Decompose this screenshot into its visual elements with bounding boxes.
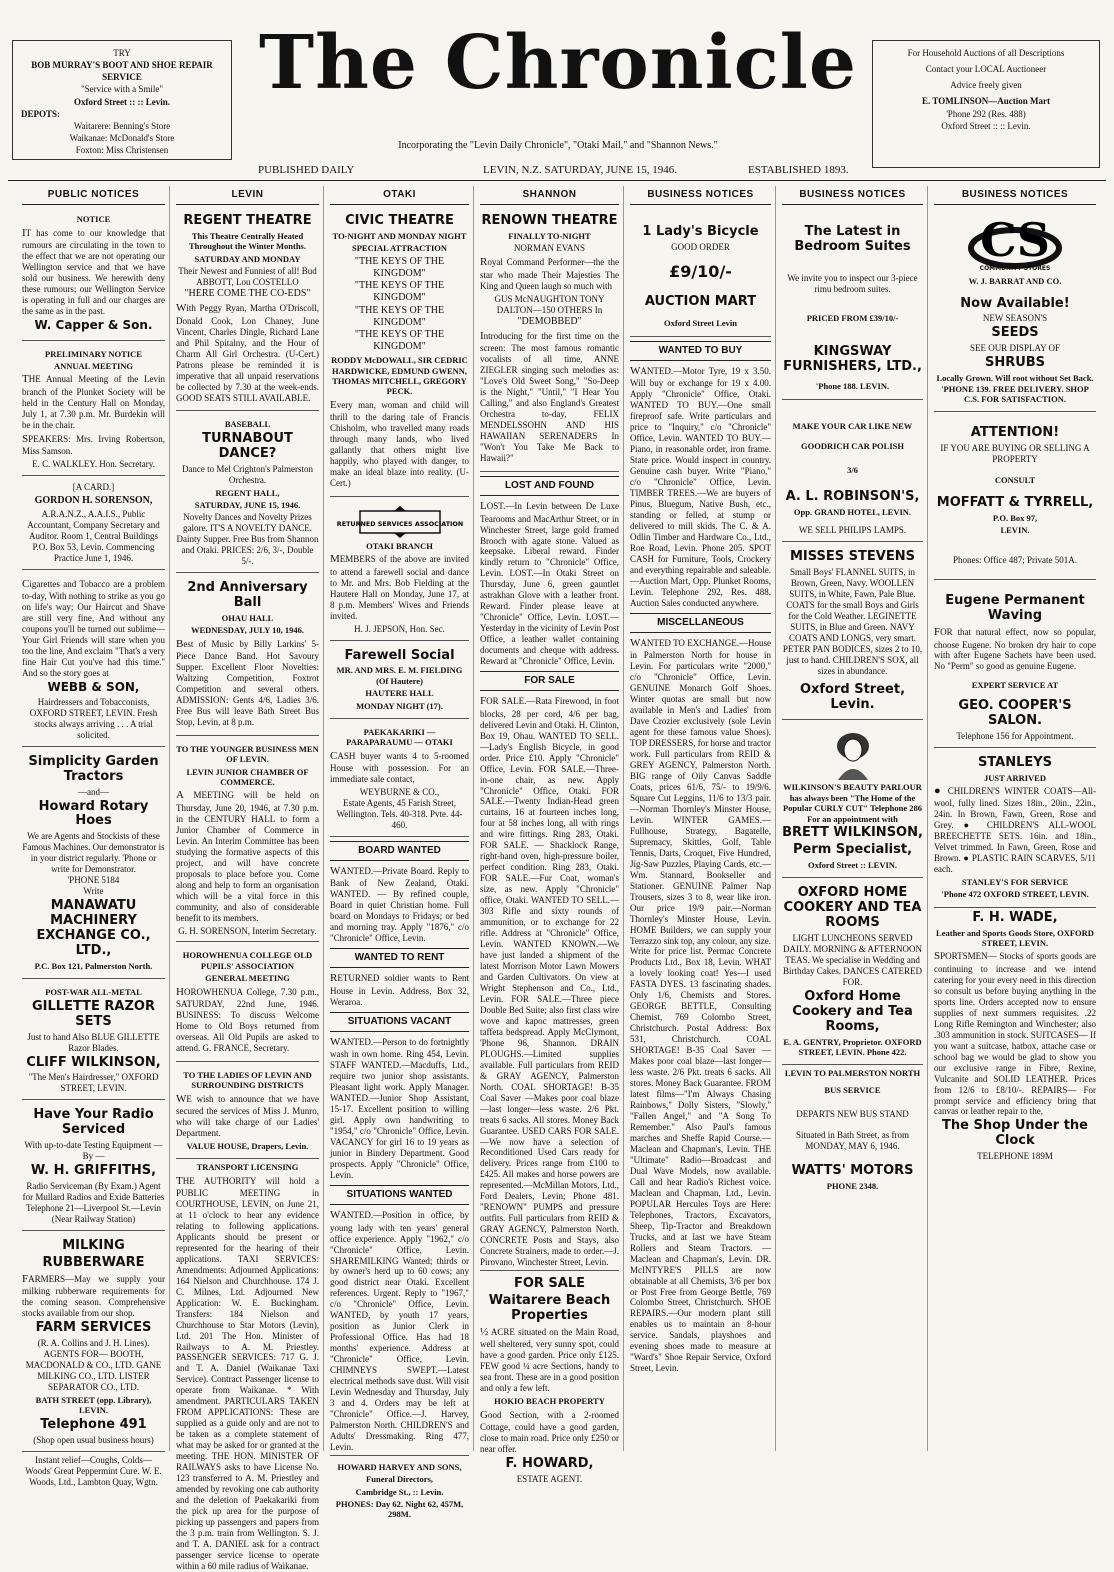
heading: MOFFATT & TYRRELL, [936, 494, 1094, 510]
heading: REGENT THEATRE [183, 213, 312, 229]
stevens-ad [782, 545, 923, 721]
heading: HOROWHENUA COLLEGE OLD PUPILS' ASSOCIATION [182, 950, 313, 971]
body-text: Radio Serviceman (By Exam.) Agent for Mullard Radios and Exide Batteries Telephone 21—Liverpool St.—Levin (Near Railway Station) [22, 1181, 165, 1225]
section-heading: SITUATIONS VACANT [330, 1012, 469, 1032]
ad-line: Oxford Street :: :: Levin. [73, 96, 171, 107]
heading: A. L. ROBINSON'S, [785, 488, 920, 504]
body-text: WEYBURNE & CO., [359, 786, 440, 797]
heading: WEBB & SON, [47, 680, 140, 695]
bus-ad [782, 1068, 923, 1191]
heading: WATTS' MOTORS [791, 1162, 914, 1178]
heading: FOR SALE [513, 1276, 586, 1292]
section-heading: BOARD WANTED [330, 841, 469, 861]
lady-portrait-icon [828, 728, 878, 780]
body-text: FARMERS—May we supply your milking rubberware requirements for the coming season. Comprehensive stocks available from our shop. [22, 1272, 165, 1319]
body-text: Instant relief—Coughs, Colds— Woods' Great Peppermint Cure. W. E. Woods, Ltd., Lambton Quay, Wgtn. [25, 1454, 162, 1487]
ad-line: TRY [113, 48, 131, 58]
weyburne-ad [330, 722, 469, 837]
body-text: WANTED.—Position in office, by young lady with ten years' general office experience. Apply "1962," c/o "Chronicle" Office, Levin. SHAREMILKING Wanted; thirds or by owner's herd up to 60 cows; any good district near Otaki. Excellent references. Urgent. Reply to "1967," c/o "Chronicle" Office, Levin. WANTED, by youth 17 years, position as Junior Clerk in Professional Office. Has had 18 months' experience. Address at "Chronicle" Office, Levin. CHIMNEYS SWEPT.—Latest electrical methods save dust. Will visit Levin Wednesday and Thursday, July 3 and 4. Orders may be left at "Chronicle" Office.—J. Harvey, Palmerston North. CHILDREN'S and Adults' Dressmaking. Ring 477, Levin. [330, 1209, 469, 1452]
column-public-notices [18, 186, 170, 1487]
body-text: Estate Agents, 45 Farish Street, Wellington. Tels. 40-318. Pvte. 44-460. [336, 797, 463, 830]
heading: STANLEYS [977, 754, 1053, 770]
body-text: WANTED.—Motor Tyre, 19 x 3.50. Will buy or exchange for 19 x 4.00. Apply "Chronicle" Office, Otaki. WANTED TO BUY.—One small fireproof safe. Write particulars and price to "Inquiry," c/o "Chronicle" Office, Levin. WANTED TO BUY.—Piano, in reasonable order, iron frame. State price. Would inspect in country. Genuine cash buyer. Write "Piano," c/o "Chronicle" Office, Levin. TIMBER TREES.—We are buyers of Pinus, Bluegum, Native Bush, etc., standing or felled, at stump or delivered to mill skids. The C. & A. Odlin Timber and Hardware Co., Ltd., Roe Road, Levin. Phone 205. SPOT CASH for Furniture, Tools, Crockery and everything repairable and saleable.—Auction Mart, Opp. Plunket Rooms, Levin. Telephone 292, Res. 488. Auction Sales conducted anywhere. [630, 364, 771, 608]
regent-ad [176, 209, 319, 411]
wade-ad [934, 911, 1096, 1162]
body-text: Best of Music by Billy Larkins' 5-Piece Dance Band. Hot Savoury Supper. Excellent Floor Novelties: Waltzing Competition, Foxtrot Competition and several others. ADMISSION: Gents 4/6, Ladies 3/6. Free Bus will leave Bath Street Bus Stop, Levin, at 8 p.m. [176, 637, 319, 728]
body-text: MEMBERS of the above are invited to attend a farewell social and dance to Mr. and Mrs. Bob Fielding at the Hautere Hall on Monday, June 17, at 8 p.m. Members' Wives and Friends invited. [330, 553, 469, 621]
body-text: FOR that natural effect, now so popular, choose Eugene. No broken dry hair to cope with after Eugene Sachets have been used. No "Perm" so good as genuine Eugene. [934, 626, 1096, 672]
ad-line: For Household Auctions of all Descriptions [907, 48, 1065, 58]
body-text: We are Agents and Stockists of these Famous Machines. Our demonstrator is in your district regularly. 'Phone or write for Demonstrator. [22, 831, 165, 875]
body-text: "The Men's Hairdresser," OXFORD STREET, LEVIN. [28, 1072, 159, 1094]
heading: Howard Rotary Hoes [38, 798, 149, 829]
body-text: VALUE HOUSE, Drapers, Levin. [186, 1140, 309, 1151]
body-text: Their Newest and Funniest of all! Bud ABBOTT, Lou COSTELLO [178, 266, 317, 288]
renown-ad [480, 209, 619, 472]
eugene-ad [934, 583, 1096, 747]
body-text: PHONE 2348. [826, 1180, 879, 1191]
body-text: GUS McNAUGHTON TONY DALTON—150 OTHERS In [494, 293, 605, 315]
published-daily: PUBLISHED DAILY [258, 164, 355, 176]
heading: TRANSPORT LICENSING [196, 1162, 299, 1173]
body-text: Cambridge St., :: Levin. [355, 1486, 444, 1497]
film-title: "THE KEYS OF THE KINGDOM" [354, 328, 445, 353]
section-heading: WANTED TO RENT [330, 948, 469, 968]
ad-line: Waitarere: Benning's Store [73, 120, 171, 131]
body-text: WANTED.—Person to do fortnightly wash in own home. Ring 454, Levin. STAFF WANTED.—Macduffs, Ltd., require two junior shop assistants. Pleasant light work. Apply Manager. WANTED.—Junior Shop Assistant, 15-17. Excellent position to willing girl. Apply own handwriting to "1954," c/o "Chronicle" Office, Levin. VACANCY for girl 16 to 19 years as junior in Bindery Department. Good prospects. Apply "Chronicle" Office, Levin. [330, 1035, 469, 1181]
ad-line: BOB MURRAY'S BOOT AND SHOE REPAIR SERVICE [31, 60, 213, 83]
column-levin [172, 186, 324, 1571]
heading: AUCTION MART [644, 294, 757, 310]
body-text: ½ ACRE situated on the Main Road, well sheltered, very sunny spot, could have a good garden. Price only £125. FEW good ¼ acre Sections, handy to sea front. These are in a good position and only a few left. [480, 1325, 619, 1394]
body-text: JUST ARRIVED [984, 772, 1046, 783]
body-text: SATURDAY AND MONDAY [194, 253, 301, 264]
body-text: LIGHT LUNCHEONS SERVED DAILY. MORNING & AFTERNOON TEAS. We specialise in Wedding and Birthday Cakes. DANCES CATERED FOR. [783, 932, 922, 987]
beach-properties-ad [480, 1270, 619, 1485]
body-text: (Shop open usual business hours) [33, 1434, 154, 1445]
body-text: 'Phone 188. LEVIN. [815, 381, 890, 392]
heading: LEVIN TO PALMERSTON NORTH [784, 1068, 921, 1079]
body-text: Funeral Directors, [366, 1474, 433, 1485]
heading: Telephone 491 [40, 1416, 147, 1432]
column-heading: BUSINESS NOTICES [782, 186, 923, 205]
civic-ad [330, 209, 469, 497]
heading: MAKE YOUR CAR LIKE NEW [792, 420, 913, 431]
body-text: RODDY McDOWALL, SIR CEDRIC HARDWICKE, EDMUND GWENN, THOMAS MITCHELL, GREGORY PECK. [331, 355, 468, 397]
body-text: Hairdressers and Tobacconists, OXFORD STREET, LEVIN. Fresh stocks always arriving . . . A trial solicited. [29, 696, 158, 740]
bedroom-ad [782, 209, 923, 399]
heading: PRELIMINARY NOTICE [45, 348, 142, 359]
notice-ad [22, 209, 165, 340]
body-text: BATH STREET (opp. Library), LEVIN. [35, 1394, 152, 1416]
heading: Now Available! [960, 295, 1070, 311]
heading: GEO. COOPER'S SALON. [958, 697, 1072, 728]
film-title: "THE KEYS OF THE KINGDOM" [354, 304, 445, 328]
established: ESTABLISHED 1893. [748, 164, 849, 176]
heading: Perm Specialist, [792, 841, 913, 857]
heading: MISSES STEVENS [790, 548, 915, 564]
column-business-1 [626, 186, 776, 1451]
heading: POST-WAR ALL-METAL [45, 987, 142, 998]
heading: ANNUAL MEETING [53, 360, 134, 371]
section-heading: SITUATIONS WANTED [330, 1185, 469, 1205]
heading: F. HOWARD, [505, 1455, 594, 1471]
body-text: Locally Grown. Will root without Set Back. 'PHONE 139. FREE DELIVERY. SHOP C.S. FOR SATISFACTION. [936, 373, 1094, 405]
transport-ad [176, 1162, 319, 1572]
body-text: Every man, woman and child will thrill to the daring tale of Francis Chisholm, who travelled many roads through many lands, who lived gallantly that others might live happily, who played with danger, to make an ideal blaze into reality. (U-Cert.) [330, 398, 469, 488]
body-text: IT has come to our knowledge that rumours are circulating in the town to the effect that we are not operating our Wellington service and that we have sold our business. We herewith deny these rumours; our Wellington Service is operating in full and our charges are the same as in the past. [22, 226, 165, 316]
heading: MILKING [62, 1238, 125, 1254]
heading: W. H. GRIFFITHS, [30, 1163, 157, 1179]
tractors-ad [22, 750, 165, 980]
ad-line: E. TOMLINSON—Auction Mart [922, 96, 1050, 107]
body-text: SATURDAY, JUNE 15, 1946. [194, 500, 301, 511]
polish-ad [782, 403, 923, 542]
logo-ring-text: COMMUNITY STORES [979, 265, 1051, 273]
column-heading: SHANNON [480, 186, 619, 205]
body-text: —and— [78, 786, 109, 797]
ad-line: Contact your LOCAL Auctioneer [925, 64, 1047, 75]
heading: BRETT WILKINSON, [782, 824, 923, 840]
body-text: A.R.A.N.Z., A.A.I.S., Public Accountant, Company Secretary and Auditor. Room 1, Central Buildings P.O. Box 53, Levin. Commencing Practice June 1, 1946. [27, 509, 160, 563]
body-text: SEE OUR DISPLAY OF [969, 343, 1061, 354]
body-text: P.O. Box 97, [992, 512, 1038, 523]
heading: RENOWN THEATRE [481, 213, 618, 229]
column-heading: OTAKI [330, 186, 469, 205]
heading: 1 Lady's Bicycle [642, 224, 759, 240]
body-text: Cigarettes and Tobacco are a problem to-day, With nothing to strike as you go on life's way; Our Haircut and Shave are still very fine, And without any coupons you'll be turned out sublime— Your Girl Friends will stare when you too the line, And exclaim "That's a very fine Hair Cut you've had this time." And so the story goes at [22, 577, 165, 679]
body-text: TO-NIGHT AND MONDAY NIGHT [332, 231, 467, 242]
heading: GOODRICH CAR POLISH [801, 440, 904, 451]
heading: W. Capper & Son. [34, 317, 153, 332]
body-text: P.C. Box 121, Palmerston North. [34, 960, 153, 971]
body-text: RETURNED soldier wants to Rent House in Levin. Address, Box 32, Weraroa. [330, 972, 469, 1007]
body-text: NORMAN EVANS [513, 243, 586, 254]
rsa-badge-text: RETURNED SERVICES ASSOCIATION [336, 519, 463, 528]
junior-chamber-ad [176, 739, 319, 942]
body-text: Small Boys' FLANNEL SUITS, in Brown, Green, Navy. WOOLLEN SUITS, in White, Fawn, Pale Blue. COATS for the small Boys and Girls for the Cold Weather. LEGINETTE SUITS, in Blue and Green. NAVY COATS AND LONGS, very smart. PETER PAN BODICES, sizes 2 to 10, just to hand. CHILDREN'S SOX, all sizes in abundance. [782, 566, 923, 676]
moffatt-ad [934, 415, 1096, 580]
heading: TURNABOUT DANCE? [202, 430, 293, 461]
beauty-ad [782, 723, 923, 878]
heading: MANAWATU MACHINERY EXCHANGE CO., LTD., [36, 898, 151, 959]
heading: F. H. WADE, [972, 909, 1058, 925]
radio-ad [22, 1103, 165, 1231]
column-shannon [476, 186, 624, 1484]
community-stores-logo-icon [965, 214, 1065, 274]
body-text: E. A. GENTRY, Proprietor. OXFORD STREET, LEVIN. Phone 422. [783, 1036, 922, 1057]
heading: GENERAL MEETING [205, 973, 290, 984]
body-text: CONSULT [994, 475, 1036, 486]
body-text: DEPARTS NEW BUS STAND [796, 1109, 909, 1120]
heading: Simplicity Garden Tractors [28, 753, 159, 784]
body-text: REGENT HALL, [215, 487, 280, 498]
ad-line: DEPOTS: [21, 108, 61, 119]
rubberware-ad [22, 1234, 165, 1452]
film-title: "THE KEYS OF THE KINGDOM" [354, 280, 445, 304]
heading: KINGSWAY FURNISHERS, LTD., [783, 344, 922, 375]
body-text: With up-to-date Testing Equipment — By — [24, 1140, 163, 1162]
body-text: ● CHILDREN'S WINTER COATS—All-wool, fully lined. Sizes 18in., 20in., 22in., 24in. In Brown, Fawn, Green, Rose and Grey. ● CHILDREN'S ALL-WOOL BREECHETTE SETS. 16in. and 18in., Velvet trimmed. In Fawn, Green, Rose and Brown. ● PLASTIC RAIN SCARVES, 5/11 each. [934, 784, 1096, 875]
body-text: Just to hand Also BLUE GILLETTE Razor Blades. [27, 1031, 160, 1053]
body-text: Leather and Sports Goods Store, OXFORD STREET, LEVIN. [936, 927, 1094, 949]
heading: OTAKI BRANCH [366, 540, 433, 551]
body-text: (R. A. Collins and J. H. Lines). [37, 1338, 150, 1349]
sorenson-ad [22, 479, 165, 570]
heading: HOWARD HARVEY AND SONS, [337, 1461, 462, 1472]
body-text: Opp. GRAND HOTEL, LEVIN. [793, 506, 912, 517]
body-text: MR. AND MRS. E. M. FIELDING (Of Hautere) [336, 665, 463, 686]
body-text: 'Phone 472 OXFORD STREET, LEVIN. [941, 889, 1089, 900]
body-text: A MEETING will be held on Thursday, June 20, 1946, at 7.30 p.m. in the CENTURY HALL to form a Junior Chamber of Commerce in Levin. An Interim Committee has been studying the formative aspects of this project, and will have concrete proposals to place before you. Come along and help to form an organisation which will be a vital force in this community, and also of considerable benefit to its members. [176, 789, 319, 923]
body-text: LEVIN. [1000, 524, 1030, 535]
ad-line: Oxford Street :: :: Levin. [941, 120, 1031, 131]
heading: NOTICE [76, 214, 111, 225]
column-otaki [326, 186, 474, 1520]
body-text: Write [83, 886, 104, 897]
heading: Waitarere Beach Properties [488, 1293, 611, 1324]
body-text: WANTED.—Private Board. Reply to Bank of New Zealand, Otaki. WANTED. — By refined couple, Board in quiet Christian home. Full board on Mondays to Fridays; or bed and morning tray. Apply "1876," c/o "Chronicle" Office, Levin. [330, 865, 469, 944]
section-heading: WANTED TO BUY [630, 341, 771, 361]
plunket-ad [22, 344, 165, 476]
ad-line: 'Phone 292 (Res. 488) [946, 108, 1026, 119]
body-text: MONDAY, MAY 6, 1946. [805, 1140, 900, 1151]
heading: 2nd Anniversary Ball [187, 580, 308, 611]
heading: GILLETTE RAZOR SETS [32, 998, 155, 1029]
body-text: SPEAKERS: Mrs. Irving Robertson, Miss Samson. [22, 432, 165, 456]
masthead-title: The Chronicle [259, 20, 857, 106]
masthead-rule [8, 180, 1106, 181]
body-text: WE wish to announce that we have secured the services of Miss J. Munro, who will take charge of our Ladies' Department. [176, 1092, 319, 1138]
heading: OXFORD HOME COOKERY AND TEA ROOMS [783, 885, 922, 930]
body-text: MONDAY NIGHT (17). [356, 700, 443, 711]
section-heading: LOST AND FOUND [480, 476, 619, 496]
body-text: 'PHONE 5184 [67, 875, 120, 886]
body-text: Situated in Bath Street, as from [796, 1129, 909, 1140]
body-text: With Peggy Ryan, Martha O'Driscoll, Donald Cook, Lon Chaney, June Vincent, Charles Dingle, Richard Lane and Phil Spitalny, and the Hour of Charm All Girl Orchestra. (U-Cert.) Patrons please be reminded it is imperative that all unpaid reservations be collected by 7.30 at the week-ends. GOOD SEATS STILL AVAILABLE. [176, 302, 319, 403]
body-text: ESTATE AGENT. [516, 1473, 583, 1484]
body-text: OHAU HALL [221, 613, 274, 624]
body-text: We invite you to inspect our 3-piece rimu bedroom suites. [787, 273, 918, 295]
heading: LEVIN JUNIOR CHAMBER OF COMMERCE. [186, 766, 309, 788]
heading: Oxford Street, Levin. [799, 681, 906, 712]
body-text: This Theatre Centrally Heated Throughout the Winter Months. [189, 231, 306, 252]
heading: RUBBERWARE [42, 1254, 145, 1270]
body-text: THE AUTHORITY will hold a PUBLIC MEETING in COURTHOUSE, LEVIN, on June 21, at 11 o'clock to hear any evidence relating to following applications. Applicants should be present or represented for the hearing of their applications. TAXI SERVICES: Amendments: Adjourned Applications: 164 Nielson and Churchhouse. 174 J. C. Milnes, Ltd. Adjourned New Application: W. E. Buckingham. Transfers: 184 Nielson and Churchhouse to Star Motors (Levin), Ltd. 201 The Hon. Minister of Railways to A. M. Priestley. PASSENGER SERVICES: 717 G. J. and T. A. Daniel (Waikanae Taxi Service). Contract Passenger license to operate from Waikanae. * With amendment. PARTICULARS TAKEN FROM APPLICATIONS: These are supplied as a guide only and are not to be taken as a complete statement of what may be asked for or granted at the meeting. THE HON. MINISTER OF RAILWAYS asks to have License No. 123 transferred to A. M. Priestley and amended by revoking one cab authority and the deletion of Paekakariki from the pick up area for the purpose of picking up passengers and papers from the 3 p.m. train from Wellington. S. J. and T. A. DANIEL ask for a contract passenger service license to operate within a 60 mile radius of Waikanae. [176, 1174, 319, 1571]
heading: FARM SERVICES [35, 1320, 152, 1336]
heading: CIVIC THEATRE [345, 213, 454, 229]
heading: Farewell Social [344, 647, 455, 663]
college-ad [176, 945, 319, 1061]
body-text: WEDNESDAY, JULY 10, 1946. [190, 625, 305, 636]
heading: HOKIO BEACH PROPERTY [494, 1396, 605, 1407]
stanleys-ad [934, 751, 1096, 908]
ad-line: "Service with a Smile" [80, 84, 164, 95]
body-text: Oxford Street :: LEVIN. [807, 859, 898, 870]
body-text: NEW SEASON'S [982, 313, 1048, 324]
dateline: LEVIN, N.Z. SATURDAY, JUNE 15, 1946. [483, 164, 678, 176]
column-heading: BUSINESS NOTICES [934, 186, 1096, 205]
body-text: HAUTERE HALL [365, 688, 434, 699]
body-text: Royal Command Performer—the the star who made Their Majesties The King and Queen laugh so much with [480, 256, 619, 291]
heading: SHRUBS [984, 355, 1046, 371]
column-heading: BUSINESS NOTICES [630, 186, 771, 205]
heading: BASEBALL [224, 419, 271, 430]
body-text: WANTED TO EXCHANGE.—House in Palmerston North for house in Levin. For particulars write "2000," c/o "Chronicle" Office, Levin. GENUINE Monarch Golf Shoes. Winter quotas are small but now available in Men's and Ladies' from Dave Crozier exclusively (sole Levin agent for these famous value Shoes). TOP DRESSERS, for horse and tractor work. Full particulars from REID & GREY AGENCY, Palmerston North. BIG range of Oily Canvas Saddle Coats, prices 61/6, 75/- to 19/9/6. Square Cut Leggins, 11/6 to 13/3 pair.—Norman Thornley's Minster House, Levin. WINTER GAMES.—Fullhouse, Strategy, Bagatelle, Supremacy, Skittles, Golf, Table Tennis, Darts, Croquet, Five Hundred, Jig-Saw Puzzles, Playing Cards, etc.—Wm. Stannard, Bookseller and Stationer. GENUINE Palmer Nap Trousers, sizes 3 to 8, wear like iron. Our price 19/9 pair.—Norman Thornley's Minster House, Levin. HOME Builders, we can supply your Terrazzo sink top, any colour, any size. Write for price list. Permac Concrete Products Ltd., Box 18, Levin. WHAT a lovely looking coat! Yes—I used FASTA DYES. 13 fascinating shades. Only 1/6, Chemists and Stores. GEORGE BETTLE, Consulting Chemist, 769 Colombo Street, Christchurch. Postal Address: Box 531, Christchurch. COAL SHORTAGE! B-35 Coal Saver —Makes poor coal blaze—last longer—less waste. 2/6 Pkt. treats 6 sacks. All stores. Money Back Guarantee. FROM latest films—"I'm Always Chasing Rainbows," Dolly Sisters, "Slowly," "Fallen Angel," and "A Song To Remember." Also Paul's famous marches and Sheffe Rapid Course.—Maclean and Chapman's, Levin. THE "Ultimate" Radio—Broadcast and Dual Wave Models, now available. Call and hear Radio's Richest voice. Maclean and Chapman, Ltd., Levin. POPULAR Hercules Toys are Here: Telephones, Tractors, Excavators, Sheep, Tip-Tractor and Breakdown Trucks, and at last we have Steam Rollers and Steam Tractors. —Maclean and Chapman's, Levin. DR. McINTYRE'S PILLS are now obtainable at all Chemists, 3/6 per box or Post Free from George Bettle, 769 Colombo Street, Christchurch. SHOE REPAIRS.—Our modern plant still enables us to maintain an 8-hour service. Sandals, playshoes and evening shoes made to measure at "Ward's" Shoe Repair Service, Oxford Street, Levin. [630, 636, 771, 1374]
body-text: AGENTS FOR— BOOTH, MACDONALD & CO., LTD. GANE MILKING CO., LTD. LISTER SEPARATOR CO., LTD. [25, 1349, 162, 1393]
heading: Oxford Home Cookery and Tea Rooms, [792, 988, 913, 1034]
rsa-ad [330, 500, 469, 641]
body-text: EXPERT SERVICE AT [971, 680, 1059, 691]
body-text: SPORTSMEN— Stocks of sports goods are continuing to increase and we intend catering for your every need in this direction so consult us before buying anything in the sports line. Orders accepted now to ensure supplies of next summers requisites. .22 Long Rifle Remington and Winchester; also .303 ammunition in stock. SUITCASES— If you want a suitcase, hatbox, attache case or school bag we would be glad to show you our exclusive range in Fibre, Rexine, Vulcanite and SOLID LEATHER. Prices from 12/6 to £8/10/-. REPAIRS— For prompt service and efficiency bring that canvas or leather repair to the, [934, 950, 1096, 1117]
community-stores-ad [934, 209, 1096, 412]
body-text: FOR SALE.—Rata Firewood, in foot blocks, 28 per cord, 4/6 per bag, delivered Levin and Otaki. H. Clinton, Box 19, Ohau. WANTED TO SELL.—Lady's English Bicycle, in good order. Price £10. Apply "Chronicle" Office, Levin. FOR SALE.—Three-in-one chair, as new. Apply "Chronicle" Office, Otaki. FOR SALE.—Twenty Indian-Head green curtains, 16 at fourteen inches long, four at 58 inches long, all with rings and wire fittings. Ring 283, Otaki. FOR SALE. — Shacklock Range, right-hand oven, high-pressure boiler, perfect condition. Ring 283, Otaki. FOR SALE.—Fur Coat, woman's size, as new. Apply "Chronicle" office, Otaki. WANTED TO SELL.— 303 Rifle and sixty rounds of ammunition, or to exchange for 22 rifle. Address at "Chronicle" Office, Levin. WANTED KNOWN.—We have just landed a shipment of the latest Morrison Motor Lawn Mowers and Garden Cultivators. On view at Wright Stephenson and Co., Ltd., Levin. FOR SALE.—Three piece Double Bed Suite; also first class wire wove and kapoc mattresses, green taffeta bedspread. Apply McClymont, 'Phone 96, Shannon. DRAIN PLOUGHS.—Limited supplies available. Full particulars from REID & GRAY AGENCY, Palmerston North. COAL SHORTAGE! B-35 Coal Saver —Makes poor coal blaze—last longer—less waste. 2/6 Pkt. treats 6 sacks. All stores. Money Back Guarantee. USED CARS FOR SALE.—We now have a selection of Reconditioned Used Cars ready for delivery. Prices range from £100 to £425. All makes and horse powers are represented.—McMillan Motors, Ltd., Ford Dealers, Levin; Phone 481. "RENOWN" PUMPS and pressure outfits. Full particulars from REID & GRAY AGENCY, Palmerston North. CONCRETE Posts and Stays, also Concrete Strainers, made to order.—J. Pirovano, Winchester Street, Levin. [480, 695, 619, 1268]
heading: The Latest in Bedroom Suites [794, 224, 911, 255]
ad-line: Foxton: Miss Christensen [75, 145, 169, 156]
price: £9/10/- [669, 262, 732, 282]
body-text: G. H. SORENSON, Interim Secretary. [178, 925, 317, 936]
ladies-ad [176, 1065, 319, 1159]
ad-line: Advice freely given [950, 80, 1022, 91]
baseball-ad [176, 414, 319, 573]
heading: SEEDS [991, 325, 1039, 341]
farewell-ad [330, 644, 469, 719]
bicycle-ad [630, 209, 771, 337]
webb-ad [22, 573, 165, 747]
heading: PAEKAKARIKI — PARAPARAUMU — OTAKI [346, 726, 453, 748]
body-text: HOROWHENUA College, 7.30 p.m., SATURDAY, 22nd June, 1946. BUSINESS: To discuss Welcome Home to Old Boys returned from overseas. All Old Pupils are asked to attend. G. FRANCE, Secretary. [176, 985, 319, 1053]
body-text: WE SELL PHILIPS LAMPS. [798, 524, 907, 535]
body-text: THE Annual Meeting of the Levin branch of the Plunket Society will be held in the Century Hall on Monday, July 1, at 7.30 p.m. Mr. Burdekin will be in the chair. [22, 373, 165, 430]
harvey-ad [330, 1455, 469, 1520]
logo-letters: CS [980, 213, 1050, 268]
heading: ATTENTION! [970, 425, 1060, 441]
cookery-ad [782, 881, 923, 1065]
body-text: Good Section, with a 2-roomed Cottage, could have a good garden, close to main road. Price only £250 or near offer. [480, 1408, 619, 1454]
gillette-ad [22, 982, 165, 1100]
body-text: SPECIAL ATTRACTION [351, 243, 448, 254]
body-text: Telephone 156 for Appointment. [956, 730, 1074, 741]
heading: Eugene Permanent Waving [945, 593, 1085, 624]
body-text: Introducing for the first time on the screen: The most famous romantic vocalists of all time, ANNE ZIEGLER singing such melodies as: "Love's Old Sweet Song," "So-Deep is the Night," "Until," "I Hear You Calling," and also England's Greatest Orchestra to-day, FELIX MENDELSSOHN AND HIS HAWAIIAN SERENADERS In "Won't You Take Me Back to Hawaii?" [480, 329, 619, 464]
heading: TO THE YOUNGER BUSINESS MEN OF LEVIN. [176, 744, 319, 765]
heading: W. J. BARRAT AND CO. [968, 276, 1062, 287]
heading: CLIFF WILKINSON, [26, 1054, 161, 1070]
body-text: Oxford Street Levin [663, 318, 738, 329]
film-title: "HERE COME THE CO-EDS" [184, 288, 311, 300]
auction-ad [872, 40, 1100, 168]
body-text: [A CARD.] [72, 481, 115, 492]
heading: GORDON H. SORENSON, [34, 494, 153, 506]
body-text: LOST.—In Levin between De Luxe Tearooms and MacArthur Street, or in Winchester Street, large gold framed Brooch with agate stone. Valued as keepsake. Liberal reward. Finder kindly return to "Chronicle" Office, Levin. LOST.—In Otaki Street on Thursday, June 6, green gauntlet astrakhan Glove with a leather front. Reward. Finder please leave at "Chronicle" Office, Levin. LOST.—Yesterday in the vicinity of Levin Post Office, a leather wallet containing documents and cheque with address. Reward at "Chronicle" Office, Levin. [480, 500, 619, 667]
body-text: Novelty Dances and Novelty Prizes galore. IT'S A NOVELTY DANCE. Dainty Supper. Free Bus from Shannon and Otaki. PRICES: 2/6, 3/-, Double 5/-. [176, 512, 319, 567]
body-text: TELEPHONE 189M [977, 1151, 1053, 1162]
rsa-badge-icon [336, 505, 463, 539]
body-text: FINALLY TO-NIGHT [508, 231, 591, 242]
column-business-3 [930, 186, 1100, 1451]
body-text: GOOD ORDER [671, 242, 730, 253]
heading: The Shop Under the Clock [941, 1118, 1088, 1149]
body-text: E. C. WALKLEY. Hon. Secretary. [32, 458, 155, 469]
body-text: Dance to Mel Crighton's Palmerston Orchestra. [181, 463, 314, 485]
section-heading: FOR SALE [480, 671, 619, 691]
boot-repair-ad [12, 40, 232, 160]
section-heading: MISCELLANEOUS [630, 613, 771, 633]
column-business-2 [778, 186, 928, 1451]
body-text: WILKINSON'S BEAUTY PARLOUR has always been "The Home of the Popular CURLY CUT" Telephone 286 For an appointment with [782, 782, 923, 824]
ad-line: Waikanae: McDonald's Store [69, 132, 175, 143]
body-text: CASH buyer wants 4 to 5-roomed House with possession. For an immediate sale contact, [330, 749, 469, 785]
body-text: PHONES: Day 62. Night 62, 457M, 298M. [335, 1499, 464, 1520]
heading: TO THE LADIES OF LEVIN AND SURROUNDING DISTRICTS [183, 1069, 312, 1091]
heading: BUS SERVICE [824, 1084, 881, 1095]
film-title: "THE KEYS OF THE KINGDOM" [354, 255, 445, 280]
column-heading: PUBLIC NOTICES [22, 186, 165, 205]
heading: Have Your Radio Serviced [33, 1107, 154, 1138]
body-text: IF YOU ARE BUYING OR SELLING A PROPERTY [940, 443, 1090, 465]
body-text: PRICED FROM £39/10/- [806, 313, 899, 323]
heading: STANLEY'S FOR SERVICE [961, 877, 1069, 888]
film-title: "DEMOBBED" [517, 315, 582, 327]
anniversary-ad [176, 576, 319, 736]
body-text: H. J. JEPSON, Hon. Sec. [354, 623, 445, 634]
price: 3/6 [847, 465, 858, 476]
column-heading: LEVIN [176, 186, 319, 205]
body-text: Phones: Office 487; Private 501A. [952, 555, 1078, 566]
masthead-incorporating: Incorporating the "Levin Daily Chronicle", "Otaki Mail," and "Shannon News." [398, 140, 718, 151]
